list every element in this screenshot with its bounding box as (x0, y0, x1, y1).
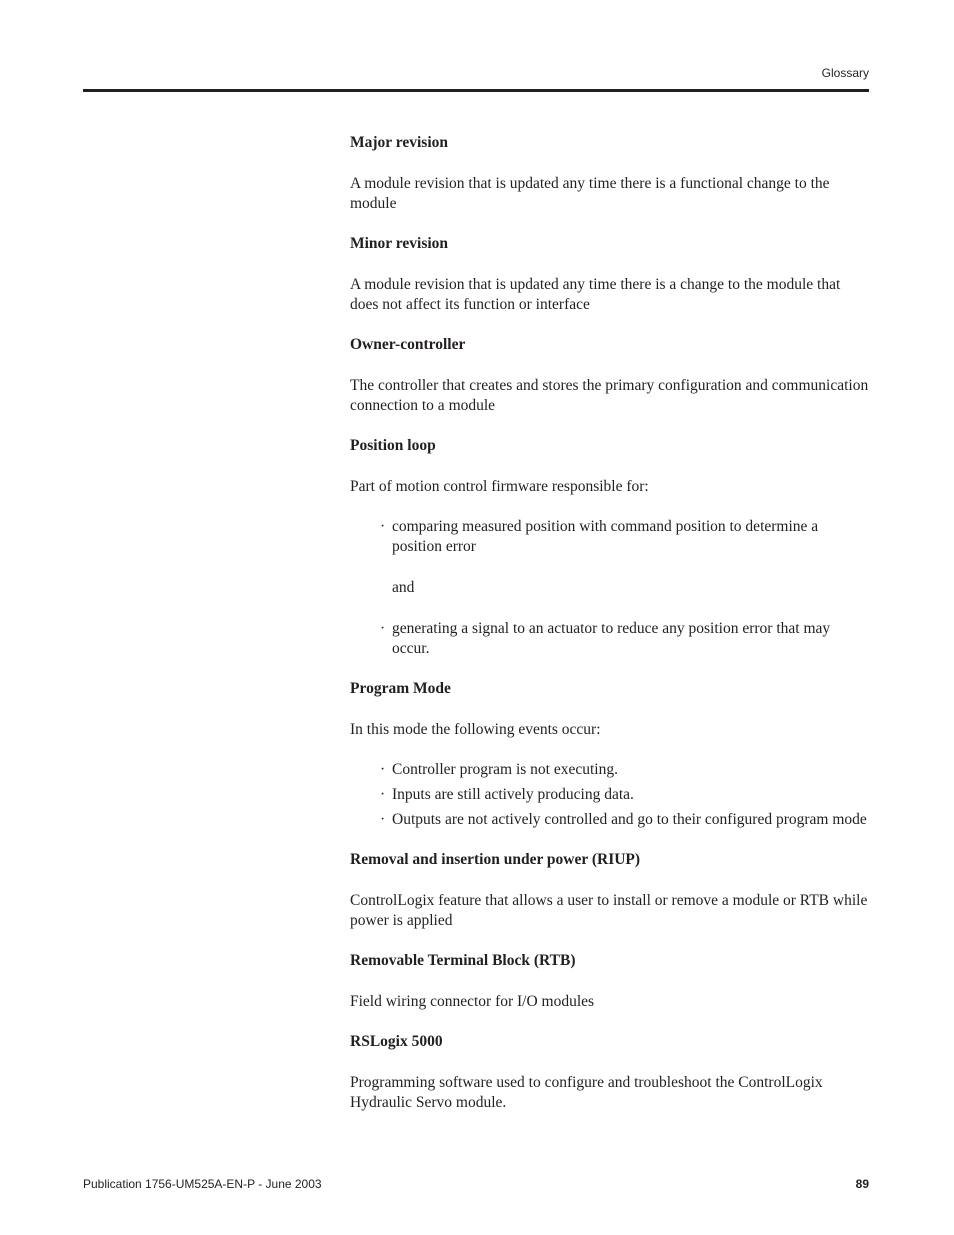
glossary-term: Owner-controller (350, 336, 466, 353)
bullet-dot: · (380, 761, 386, 778)
running-header: Glossary (821, 66, 869, 80)
glossary-definition: Field wiring connector for I/O modules (350, 993, 595, 1010)
header-rule (83, 89, 869, 92)
glossary-term: Removal and insertion under power (RIUP) (350, 851, 641, 868)
glossary-entry (350, 436, 870, 659)
glossary-entry (350, 335, 870, 416)
glossary-entry (350, 234, 870, 315)
glossary-content (350, 133, 870, 1133)
glossary-entry (350, 850, 870, 931)
list-item (350, 760, 870, 780)
glossary-entry (350, 1032, 870, 1113)
glossary-definition: Programming software used to configure and troubleshoot the ControlLogix Hydraulic Servo module. (350, 1074, 823, 1111)
bullet-list (350, 517, 870, 557)
page-number: 89 (855, 1177, 869, 1191)
glossary-definition: Part of motion control firmware responsible for: (350, 478, 649, 495)
bullet-dot: · (380, 518, 386, 535)
bullet-list (350, 760, 870, 830)
list-item-text: Inputs are still actively producing data. (392, 786, 634, 803)
glossary-entry (350, 951, 870, 1012)
bullet-dot: · (380, 620, 386, 637)
list-item-text: Outputs are not actively controlled and go to their configured program mode (392, 811, 867, 828)
list-item (350, 517, 870, 557)
glossary-term: Program Mode (350, 680, 451, 697)
bullet-dot: · (380, 811, 386, 828)
connector-text: and (392, 579, 415, 596)
glossary-definition: The controller that creates and stores the primary configuration and communication connection to a module (350, 377, 869, 414)
publication-footer: Publication 1756-UM525A-EN-P - June 2003 (83, 1177, 322, 1191)
list-item (350, 619, 870, 659)
list-item-text: generating a signal to an actuator to reduce any position error that may occur. (392, 620, 831, 657)
glossary-term: Minor revision (350, 235, 449, 252)
glossary-term: Removable Terminal Block (RTB) (350, 952, 576, 969)
list-item (350, 810, 870, 830)
glossary-term: Position loop (350, 437, 436, 454)
glossary-entry (350, 133, 870, 214)
list-item-text: Controller program is not executing. (392, 761, 618, 778)
glossary-term: RSLogix 5000 (350, 1033, 443, 1050)
list-item-text: comparing measured position with command position to determine a position error (392, 518, 819, 555)
glossary-definition: A module revision that is updated any time there is a change to the module that does not affect its function or interface (350, 276, 841, 313)
bullet-dot: · (380, 786, 386, 803)
glossary-term: Major revision (350, 134, 449, 151)
bullet-list (350, 619, 870, 659)
glossary-definition: ControlLogix feature that allows a user to install or remove a module or RTB while power is applied (350, 892, 868, 929)
list-item (350, 785, 870, 805)
glossary-definition: In this mode the following events occur: (350, 721, 601, 738)
glossary-entry (350, 679, 870, 830)
glossary-definition: A module revision that is updated any time there is a functional change to the module (350, 175, 830, 212)
